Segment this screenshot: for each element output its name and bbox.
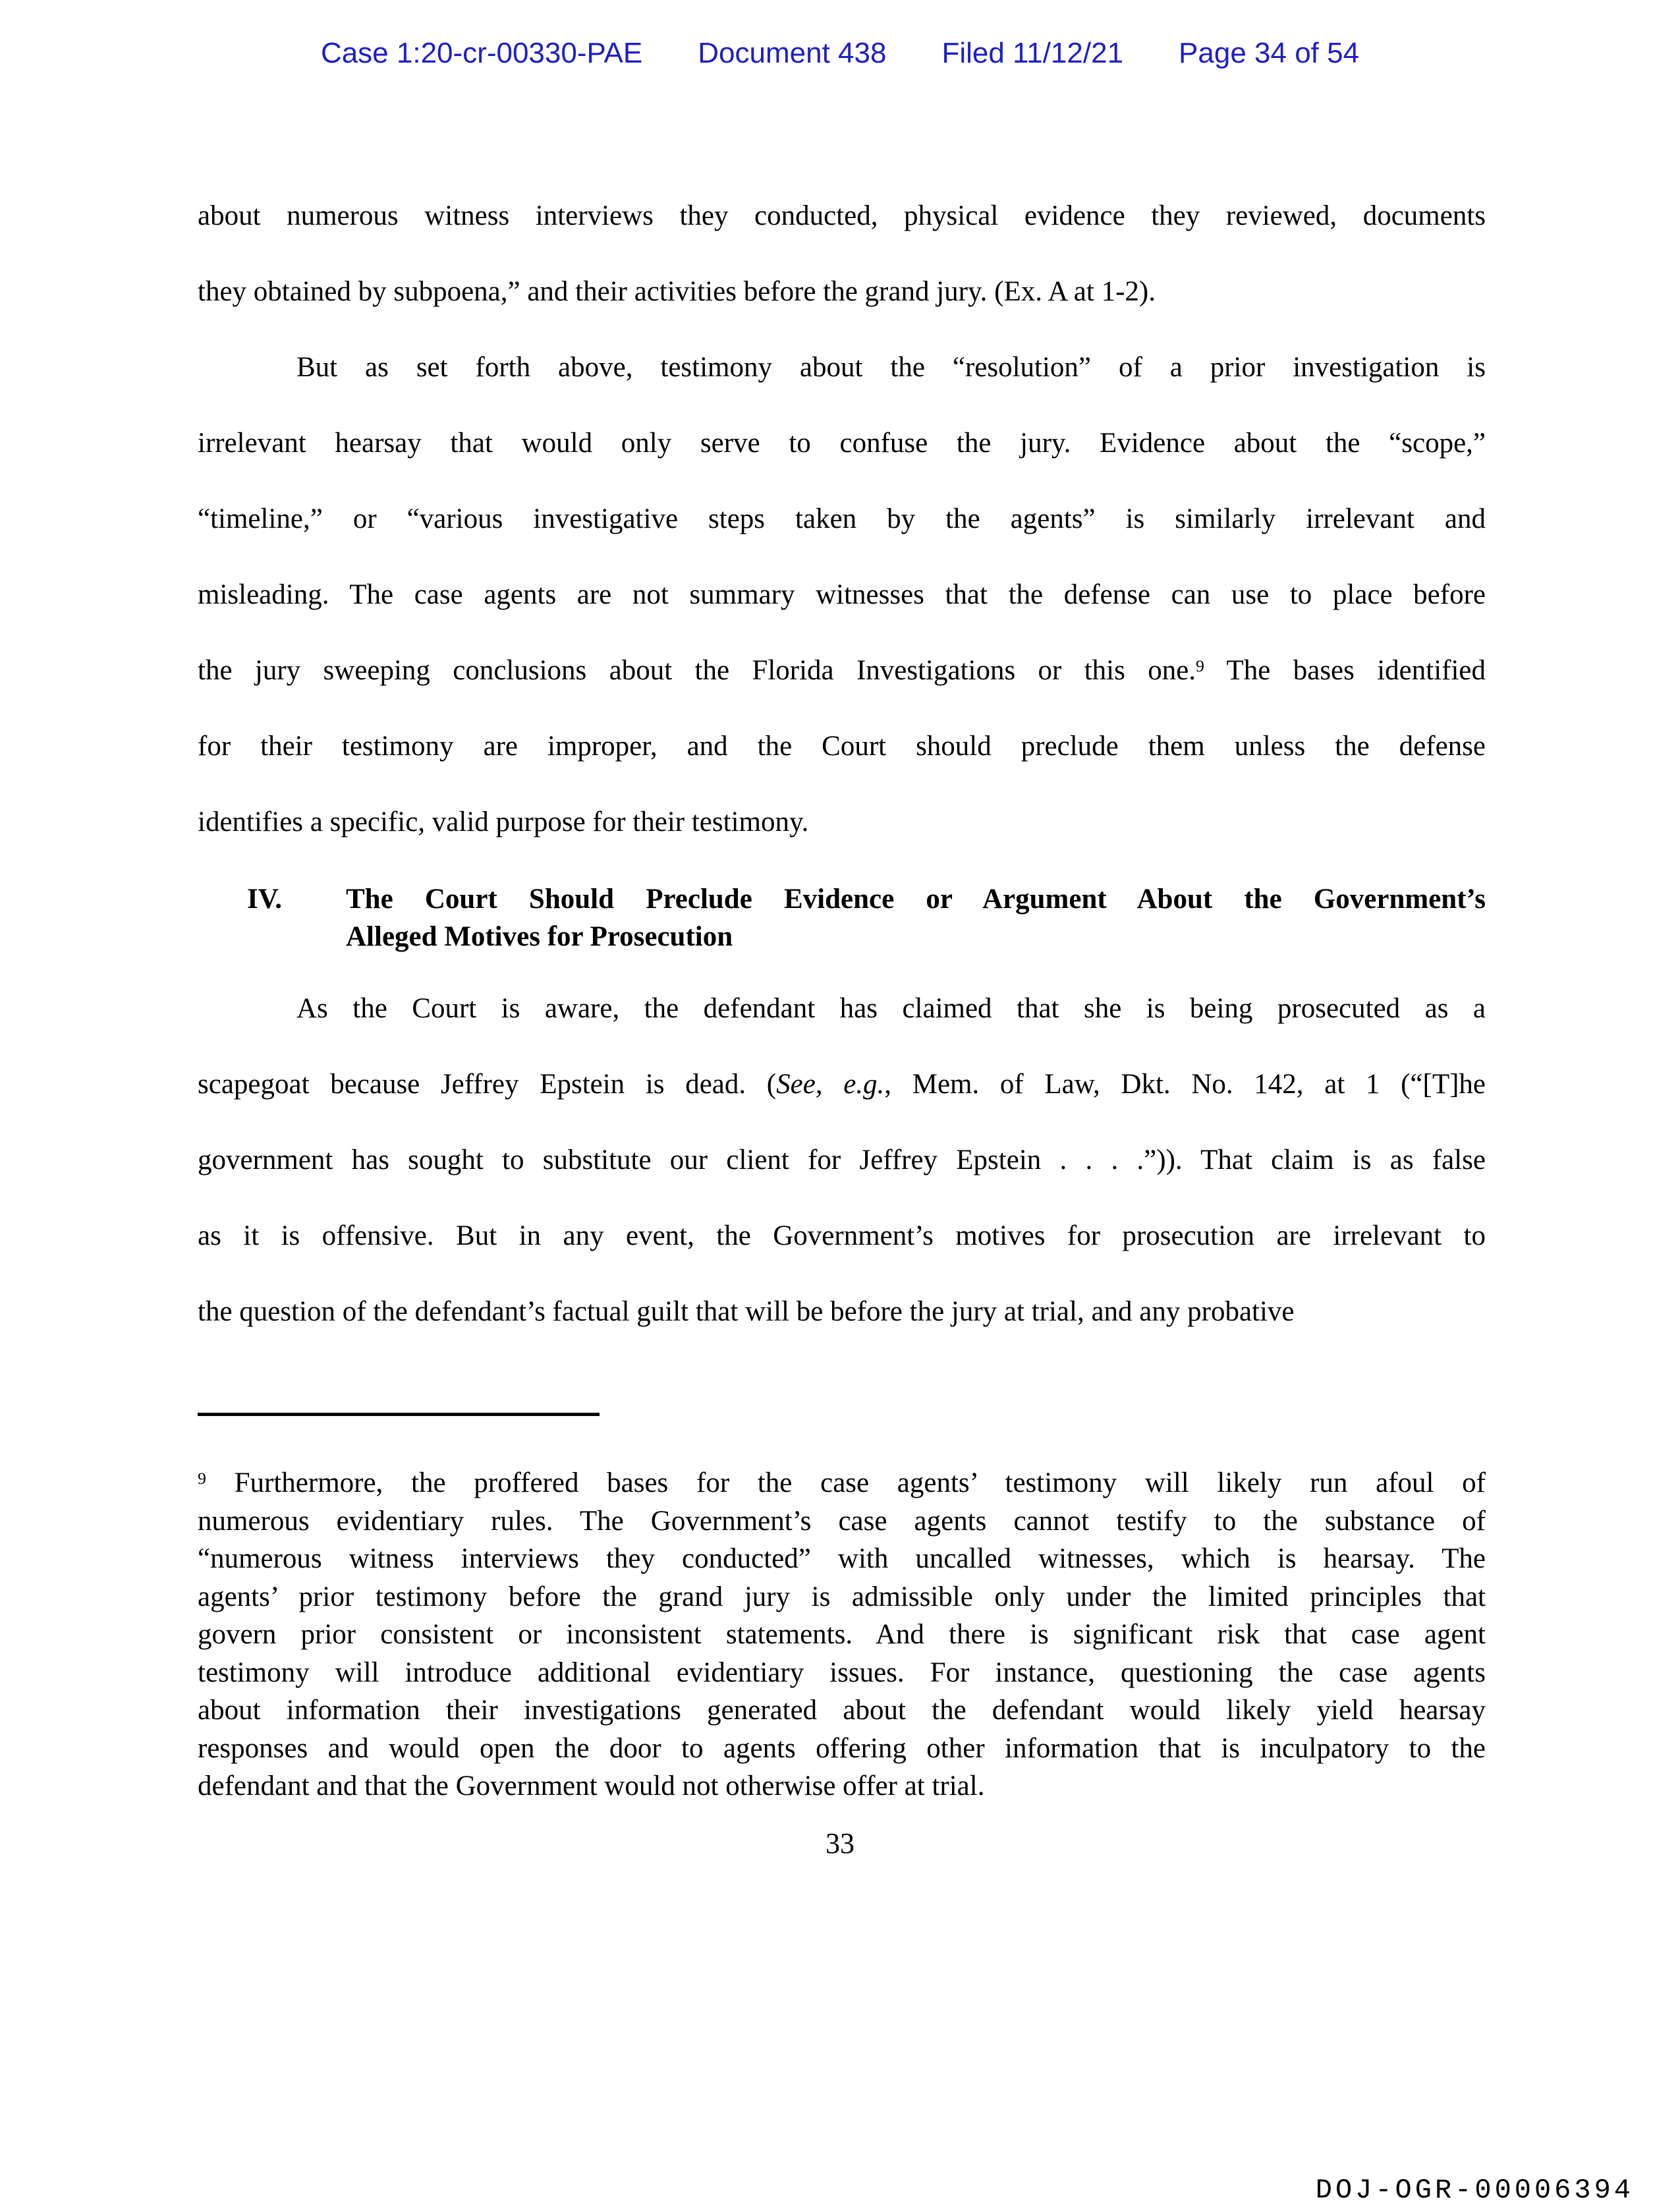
- text-line: testimony will introduce additional evidentiary issues. For instance, questioning the case agents: [198, 1657, 1486, 1688]
- text-line: about numerous witness interviews they conducted, physical evidence they reviewed, documents: [198, 200, 1486, 231]
- text-line: agents’ prior testimony before the grand jury is admissible only under the limited principles that: [198, 1581, 1486, 1612]
- stamp-segment: Filed 11/12/21: [941, 37, 1124, 69]
- text-line: $^9$ Furthermore, the proffered bases for the case agents’ testimony will likely run afoul of: [198, 1467, 1486, 1498]
- section-number: IV.: [247, 884, 282, 915]
- footnote: [198, 1464, 1486, 1805]
- text-line: But as set forth above, testimony about the “resolution” of a prior investigation is: [296, 352, 1486, 383]
- stamp-segment: Page 34 of 54: [1179, 37, 1360, 69]
- text-line: govern prior consistent or inconsistent statements. And there is significant risk that case agent: [198, 1619, 1486, 1650]
- text-line: the question of the defendant’s factual guilt that will be before the jury at trial, and any probative: [198, 1296, 1295, 1327]
- stamp-segment: Document 438: [698, 37, 887, 69]
- section-heading: [198, 880, 1486, 955]
- text-line: irrelevant hearsay that would only serve to confuse the jury. Evidence about the “scope,”: [198, 428, 1486, 459]
- body-paragraph: [198, 971, 1486, 1349]
- body-paragraph-continued: [198, 178, 1486, 329]
- page-number: 33: [826, 1827, 854, 1859]
- text-line: government has sought to substitute our client for Jeffrey Epstein . . . .”)). That claim is as false: [198, 1145, 1486, 1176]
- text-line: identifies a specific, valid purpose for their testimony.: [198, 807, 809, 837]
- text-line: the jury sweeping conclusions about the Florida Investigations or this one.$^9$ The bases identified: [198, 655, 1486, 686]
- text-line: responses and would open the door to agents offering other information that is inculpatory to the: [198, 1732, 1486, 1764]
- text-line: for their testimony are improper, and the Court should preclude them unless the defense: [198, 731, 1486, 762]
- section-heading-text: [346, 880, 1486, 955]
- footnote-separator: [198, 1413, 600, 1416]
- text-line: as it is offensive. But in any event, the Government’s motives for prosecution are irrelevant to: [198, 1220, 1486, 1251]
- text-line: defendant and that the Government would not otherwise offer at trial.: [198, 1771, 985, 1801]
- text-line: about information their investigations generated about the defendant would likely yield hearsay: [198, 1695, 1486, 1726]
- text-line: misleading. The case agents are not summary witnesses that the defense can use to place before: [198, 579, 1486, 610]
- stamp-segment: Case 1:20-cr-00330-PAE: [320, 37, 643, 69]
- body-paragraph: [198, 329, 1486, 860]
- text-line: they obtained by subpoena,” and their activities before the grand jury. (Ex. A at 1-2).: [198, 276, 1156, 307]
- text-line: scapegoat because Jeffrey Epstein is dead. (See, e.g., Mem. of Law, Dkt. No. 142, at 1 (“[T]he: [198, 1069, 1486, 1100]
- bates-number: DOJ-OGR-00006394: [1315, 2174, 1634, 2206]
- text-line: As the Court is aware, the defendant has claimed that she is being prosecuted as a: [296, 993, 1486, 1024]
- case-stamp-header: [0, 37, 1680, 70]
- text-line: numerous evidentiary rules. The Government’s case agents cannot testify to the substance of: [198, 1505, 1486, 1537]
- text-line: “timeline,” or “various investigative steps taken by the agents” is similarly irrelevant and: [198, 503, 1486, 534]
- text-line: The Court Should Preclude Evidence or Argument About the Government’s: [346, 884, 1486, 915]
- text-line: “numerous witness interviews they conducted” with uncalled witnesses, which is hearsay. The: [198, 1543, 1486, 1574]
- text-line: Alleged Motives for Prosecution: [346, 921, 733, 952]
